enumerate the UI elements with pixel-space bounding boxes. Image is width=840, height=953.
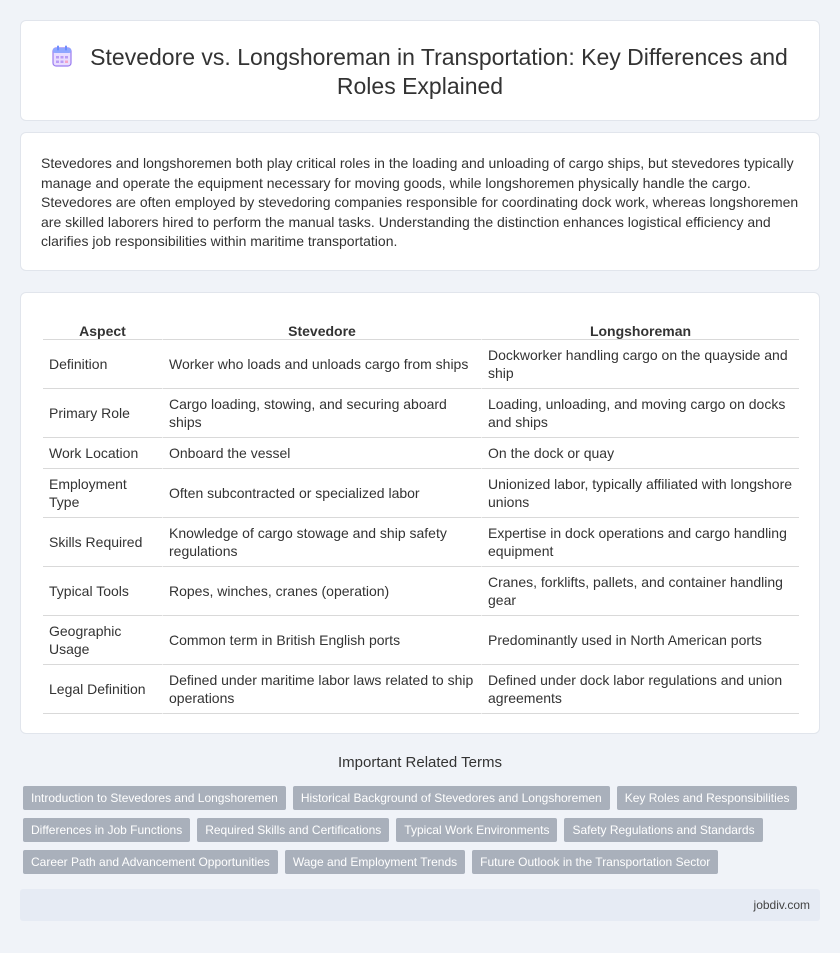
row-longshoreman: Predominantly used in North American ports	[481, 616, 799, 665]
related-terms-heading: Important Related Terms	[338, 754, 502, 771]
related-term-tag[interactable]: Safety Regulations and Standards	[564, 818, 762, 842]
row-aspect: Legal Definition	[43, 665, 162, 714]
table-row	[43, 567, 799, 616]
intro-card	[20, 132, 820, 271]
row-stevedore: Worker who loads and unloads cargo from ships	[162, 340, 481, 389]
footer-site-link[interactable]: jobdiv.com	[753, 898, 810, 912]
intro-paragraph: Stevedores and longshoremen both play critical roles in the loading and unloading of cargo ships, but stevedores typically manage and operate the equipment necessary for moving goods, while longshoremen physically handle the cargo. Stevedores are often employed by stevedoring companies responsible for coordinating dock work, whereas longshoremen are skilled laborers hired to perform the manual tasks. Understanding the distinction enhances logistical efficiency and clarifies job responsibilities within maritime transportation.	[41, 155, 799, 249]
row-stevedore: Often subcontracted or specialized labor	[162, 469, 481, 518]
row-longshoreman: Cranes, forklifts, pallets, and container handling gear	[481, 567, 799, 616]
related-term-tag[interactable]: Key Roles and Responsibilities	[617, 786, 798, 810]
row-stevedore: Onboard the vessel	[162, 438, 481, 469]
row-aspect: Typical Tools	[43, 567, 162, 616]
row-longshoreman: Unionized labor, typically affiliated with longshore unions	[481, 469, 799, 518]
comparison-table	[43, 313, 799, 714]
header-card	[20, 20, 820, 121]
row-longshoreman: Defined under dock labor regulations and union agreements	[481, 665, 799, 714]
row-stevedore: Cargo loading, stowing, and securing aboard ships	[162, 389, 481, 438]
row-aspect: Skills Required	[43, 518, 162, 567]
column-header-longshoreman: Longshoreman	[481, 313, 799, 340]
row-aspect: Primary Role	[43, 389, 162, 438]
row-longshoreman: On the dock or quay	[481, 438, 799, 469]
table-row	[43, 438, 799, 469]
calendar-icon	[52, 45, 72, 67]
footer	[20, 889, 820, 921]
page-title-text: Stevedore vs. Longshoreman in Transportation: Key Differences and Roles Explained	[90, 44, 788, 99]
row-longshoreman: Expertise in dock operations and cargo handling equipment	[481, 518, 799, 567]
related-terms-tags	[23, 786, 823, 882]
table-row	[43, 518, 799, 567]
column-header-stevedore: Stevedore	[162, 313, 481, 340]
table-row	[43, 340, 799, 389]
related-term-tag[interactable]: Required Skills and Certifications	[197, 818, 389, 842]
tag-row	[23, 786, 823, 818]
row-aspect: Geographic Usage	[43, 616, 162, 665]
row-stevedore: Defined under maritime labor laws related to ship operations	[162, 665, 481, 714]
row-stevedore: Knowledge of cargo stowage and ship safety regulations	[162, 518, 481, 567]
row-aspect: Employment Type	[43, 469, 162, 518]
related-term-tag[interactable]: Career Path and Advancement Opportunities	[23, 850, 278, 874]
table-row	[43, 616, 799, 665]
column-header-aspect: Aspect	[43, 313, 162, 340]
table-row	[43, 665, 799, 714]
related-term-tag[interactable]: Introduction to Stevedores and Longshoremen	[23, 786, 286, 810]
related-term-tag[interactable]: Historical Background of Stevedores and Longshoremen	[293, 786, 610, 810]
table-row	[43, 389, 799, 438]
related-term-tag[interactable]: Differences in Job Functions	[23, 818, 190, 842]
row-stevedore: Common term in British English ports	[162, 616, 481, 665]
tag-row	[23, 818, 823, 850]
related-term-tag[interactable]: Typical Work Environments	[396, 818, 557, 842]
row-aspect: Work Location	[43, 438, 162, 469]
table-row	[43, 469, 799, 518]
tag-row	[23, 850, 823, 882]
row-aspect: Definition	[43, 340, 162, 389]
page-title	[41, 43, 799, 101]
related-term-tag[interactable]: Wage and Employment Trends	[285, 850, 465, 874]
related-term-tag[interactable]: Future Outlook in the Transportation Sector	[472, 850, 718, 874]
comparison-table-card	[20, 292, 820, 734]
row-stevedore: Ropes, winches, cranes (operation)	[162, 567, 481, 616]
row-longshoreman: Loading, unloading, and moving cargo on docks and ships	[481, 389, 799, 438]
row-longshoreman: Dockworker handling cargo on the quayside and ship	[481, 340, 799, 389]
